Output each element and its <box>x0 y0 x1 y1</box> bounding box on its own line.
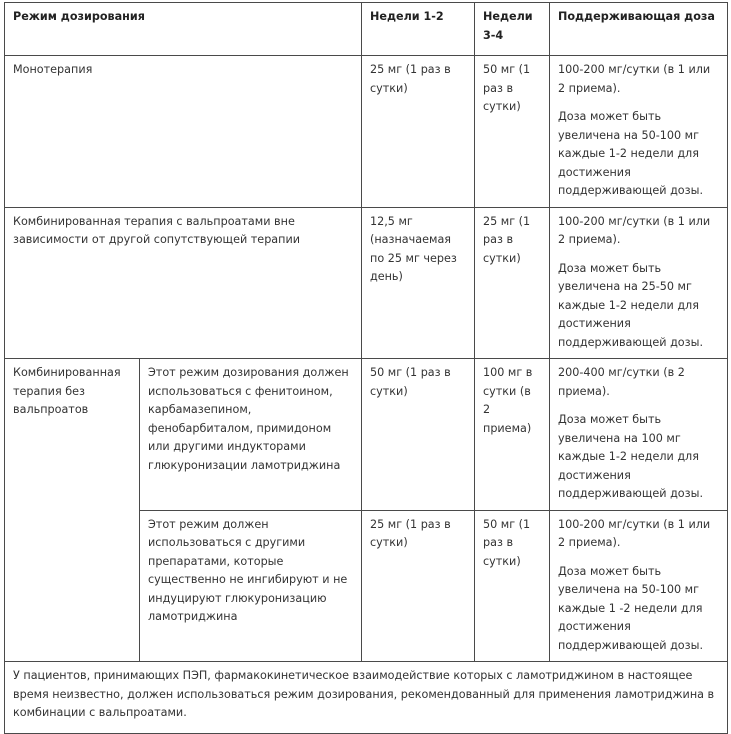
weeks-1-2-cell: 25 мг (1 раз в сутки) <box>362 56 475 208</box>
weeks-3-4-cell: 25 мг (1 раз в сутки) <box>475 207 550 359</box>
maintenance-note: Доза может быть увеличена на 100 мг каждые 1-2 недели для достижения поддерживающей дозы. <box>558 413 703 500</box>
weeks-3-4-cell: 100 мг в сутки (в 2 приема) <box>475 359 550 511</box>
weeks-1-2-cell: 50 мг (1 раз в сутки) <box>362 359 475 511</box>
condition-cell: Этот режим дозирования должен использоваться с фенитоином, карбамазепином, фенобарбиталом, примидоном или другими индукторами глюкуронизации ламотриджина <box>140 359 362 511</box>
maintenance-dose: 200-400 мг/сутки (в 2 приема). <box>558 366 685 398</box>
dosing-table <box>4 2 728 734</box>
table-header-row <box>5 3 728 56</box>
footnote-row <box>5 662 728 734</box>
maintenance-note: Доза может быть увеличена на 50-100 мг каждые 1-2 недели для достижения поддерживающей дозы. <box>558 110 703 197</box>
regimen-cell: Комбинированная терапия без вальпроатов <box>5 359 140 662</box>
maintenance-note: Доза может быть увеличена на 25-50 мг каждые 1-2 недели для достижения поддерживающей дозы. <box>558 261 703 349</box>
header-weeks-3-4: Недели 3-4 <box>475 3 550 56</box>
maintenance-cell <box>550 56 728 208</box>
weeks-1-2-cell: 12,5 мг (назначаемая по 25 мг через день) <box>362 207 475 359</box>
maintenance-dose: 100-200 мг/сутки (в 1 или 2 приема). <box>558 214 711 246</box>
table-row <box>5 207 728 359</box>
maintenance-note: Доза может быть увеличена на 50-100 мг каждые 1 -2 недели для достижения поддерживающей дозы. <box>558 564 703 652</box>
condition-cell: Этот режим должен использоваться с другими препаратами, которые существенно не ингибируют и не индуцируют глюкуронизацию ламотриджина <box>140 510 362 662</box>
header-maintenance: Поддерживающая доза <box>550 3 728 56</box>
header-regimen: Режим дозирования <box>5 3 362 56</box>
maintenance-cell <box>550 207 728 359</box>
maintenance-dose: 100-200 мг/сутки (в 1 или 2 приема). <box>558 63 711 95</box>
table-row <box>5 56 728 208</box>
header-weeks-1-2: Недели 1-2 <box>362 3 475 56</box>
weeks-3-4-cell: 50 мг (1 раз в сутки) <box>475 56 550 208</box>
weeks-1-2-cell: 25 мг (1 раз в сутки) <box>362 510 475 662</box>
weeks-3-4-cell: 50 мг (1 раз в сутки) <box>475 510 550 662</box>
regimen-cell: Комбинированная терапия с вальпроатами вне зависимости от другой сопутствующей терапии <box>5 207 362 359</box>
maintenance-cell <box>550 359 728 511</box>
footnote-cell: У пациентов, принимающих ПЭП, фармакокинетическое взаимодействие которых с ламотриджином в настоящее время неизвестно, должен использоваться режим дозирования, рекомендованный для применения ламотриджина в комбинации с вальпроатами. <box>5 662 728 734</box>
regimen-cell: Монотерапия <box>5 56 362 208</box>
maintenance-dose: 100-200 мг/сутки (в 1 или 2 приема). <box>558 517 711 549</box>
maintenance-cell <box>550 510 728 662</box>
table-row <box>5 359 728 511</box>
